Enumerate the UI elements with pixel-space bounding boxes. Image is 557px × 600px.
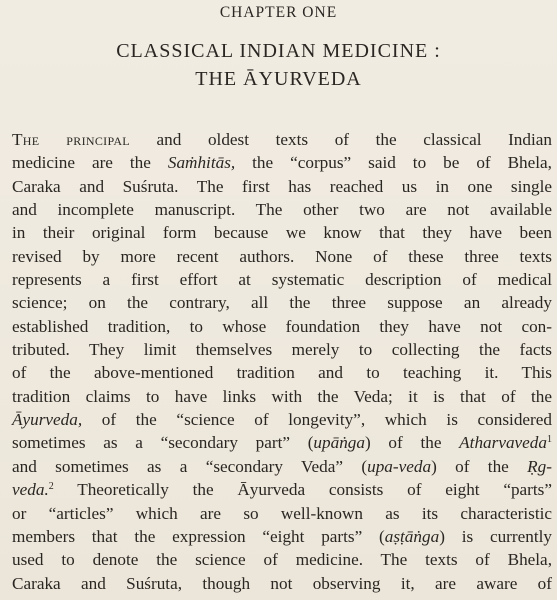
text-line: tributed. They limit themselves merely to collecting the facts: [12, 340, 552, 360]
chapter-title-line-1: CLASSICAL INDIAN MEDICINE :: [116, 40, 441, 62]
chapter-label: CHAPTER ONE: [219, 4, 338, 21]
term-ayurveda: Āyurveda,: [12, 410, 83, 430]
text-line: Caraka and Suśruta. The first has reached us in one single: [12, 176, 552, 196]
lead-in-small-caps: The principal: [12, 130, 130, 149]
term-astanga: aṣṭāṅga: [384, 526, 440, 546]
text-line: established tradition, to whose foundation they have not con-: [12, 316, 552, 336]
text-line: Āyurveda, of the “science of longevity”, which is considered: [12, 410, 552, 430]
text-line: The principal and oldest texts of the classical Indian: [12, 130, 552, 149]
term-atharvaveda: Atharvaveda: [459, 433, 547, 453]
text-line: medicine are the Saṁhitās, the “corpus” said to be of Bhela,: [12, 153, 552, 173]
footnote-marker-2: 2: [48, 481, 54, 493]
text-line: science; on the contrary, all the three suppose an already: [12, 293, 552, 313]
text-line: members that the expression “eight parts” (aṣṭāṅga) is currently: [12, 526, 552, 546]
term-upa-veda: upa-veda: [367, 456, 432, 476]
text-line: veda.$^2$ Theoretically the Āyurveda consists of eight “parts”: [12, 480, 552, 500]
text-line: revised by more recent authors. None of these three texts: [12, 246, 552, 266]
text-line: tradition claims to have links with the Veda; it is that of the: [12, 386, 552, 406]
body-paragraph: [12, 128, 552, 595]
chapter-title-line-2: THE ĀYURVEDA: [195, 68, 362, 90]
text-line: in their original form because we know that they have been: [12, 223, 552, 243]
text-line: and sometimes as a “secondary Veda” (upa-veda) of the Ṛg-: [12, 456, 552, 476]
text-line: Caraka and Suśruta, though not observing it, are aware of: [12, 573, 552, 593]
term-rgveda-start: Ṛg-: [527, 456, 552, 476]
text-line: and incomplete manuscript. The other two are not available: [12, 200, 552, 220]
text-line: sometimes as a “secondary part” (upāṅga) of the Atharvaveda$^1$: [12, 433, 552, 453]
text-line: used to denote the science of medicine. The texts of Bhela,: [12, 550, 552, 570]
term-upanga: upāṅga: [313, 433, 365, 453]
term-samhitas: Saṁhitās,: [167, 153, 236, 173]
text-line: or “articles” which are so well-known as its characteristic: [12, 503, 552, 523]
term-rgveda-end: veda.: [12, 480, 49, 500]
text-line: of the above-mentioned tradition and to teaching it. This: [12, 363, 552, 383]
text-line: represents a first effort at systematic description of medical: [12, 270, 552, 290]
footnote-marker-1: 1: [547, 434, 552, 446]
